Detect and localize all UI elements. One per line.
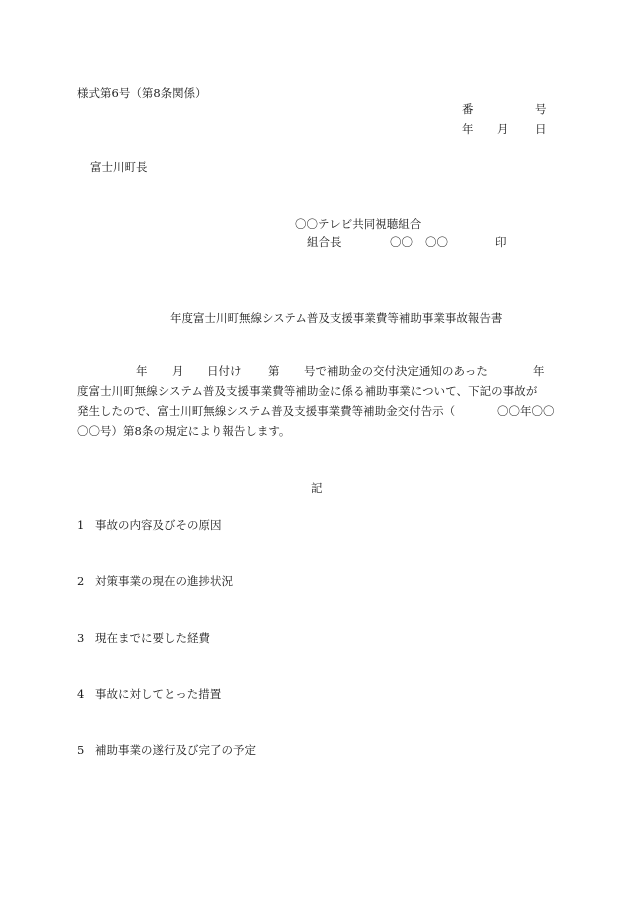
document-title: 年度富士川町無線システム普及支援事業費等補助事業事故報告書 [170,311,503,325]
body-year2: 年 [533,364,545,378]
body-line3-a: 発生したので、富士川町無線システム普及支援事業費等補助金交付告示（ [77,404,456,418]
number-go-label: 号 [535,102,547,116]
body-number-prefix: 第 [268,364,280,378]
body-line4: 〇〇号）第8条の規定により報告します。 [77,424,291,438]
body-year: 年 [136,364,148,378]
item-1-number: 1 [77,518,85,532]
date-year-label: 年 [462,122,474,136]
body-line2: 度富士川町無線システム普及支援事業費等補助金に係る補助事業について、下記の事故が [77,384,538,398]
item-3-text: 現在までに要した経費 [95,631,210,645]
item-5-number: 5 [77,743,85,757]
body-date-suffix: 日付け [207,364,242,378]
form-label: 様式第6号（第8条関係） [77,86,207,100]
date-day-label: 日 [535,122,547,136]
item-2-text: 対策事業の現在の進捗状況 [95,574,233,588]
item-4-number: 4 [77,687,85,701]
applicant-title: 組合長 [307,235,342,249]
date-month-label: 月 [497,122,509,136]
item-4-text: 事故に対してとった措置 [95,687,222,701]
body-month: 月 [172,364,184,378]
ki-heading: 記 [311,481,323,495]
item-1-text: 事故の内容及びその原因 [95,518,222,532]
applicant-name-part1: 〇〇 [390,235,413,249]
number-ban-label: 番 [462,102,474,116]
seal-mark: 印 [495,235,507,249]
body-line1-rest: 号で補助金の交付決定通知のあった [304,364,488,378]
applicant-name-part2: 〇〇 [425,235,448,249]
body-line3-b: 〇〇年〇〇 [497,404,555,418]
item-2-number: 2 [77,574,85,588]
item-5-text: 補助事業の遂行及び完了の予定 [95,743,256,757]
item-3-number: 3 [77,631,85,645]
applicant-organization: 〇〇テレビ共同視聴組合 [295,217,422,231]
addressee: 富士川町長 [90,160,148,174]
